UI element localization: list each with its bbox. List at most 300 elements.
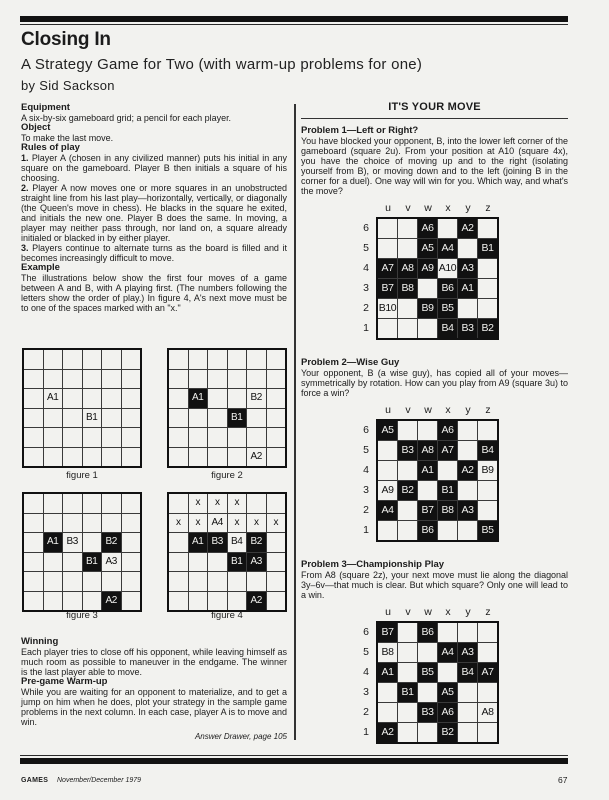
- board-cell: [24, 553, 43, 572]
- board-cell: [378, 239, 397, 258]
- board-cell: [418, 319, 437, 338]
- board-cell-blacked: A3: [458, 501, 477, 520]
- board-cell-blacked: B5: [418, 663, 437, 682]
- board-cell-blacked: B5: [438, 299, 457, 318]
- board-cell: [208, 553, 227, 572]
- board-cell-blacked: B4: [438, 319, 457, 338]
- board-cell: [378, 441, 397, 460]
- board-cell-blacked: A2: [247, 592, 266, 611]
- board-cell: [44, 514, 63, 533]
- board-cell: [267, 533, 286, 552]
- board-cell: [228, 350, 247, 369]
- board-cell: [458, 521, 477, 540]
- row-label: 2: [363, 302, 369, 314]
- board-cell: [83, 514, 102, 533]
- board-cell: [189, 553, 208, 572]
- board-cell: [83, 494, 102, 513]
- board-cell-blacked: B4: [458, 663, 477, 682]
- board-cell: [458, 683, 477, 702]
- problem-3-text: From A8 (square 2z), your next move must lie along the diagonal 3y–6v—that much is clear. But which square? Only one will lead to a win.: [301, 570, 568, 600]
- rule-3: [21, 243, 287, 263]
- problem-2-text-block: [301, 358, 568, 398]
- figure-3-board: [22, 492, 142, 612]
- rule-1: [21, 153, 287, 183]
- board-cell: [267, 592, 286, 611]
- column-label: z: [485, 606, 491, 618]
- board-cell: B10: [378, 299, 397, 318]
- board-cell: [418, 481, 437, 500]
- column-label: x: [445, 606, 451, 618]
- board-cell: [122, 533, 141, 552]
- board-cell: [478, 421, 497, 440]
- board-cell: [44, 350, 63, 369]
- column-label: y: [465, 404, 471, 416]
- board-cell: [247, 572, 266, 591]
- board-cell: [398, 421, 417, 440]
- problem-1-title: Problem 1—Left or Right?: [301, 125, 419, 136]
- board-cell: [247, 494, 266, 513]
- board-cell-blacked: B1: [398, 683, 417, 702]
- row-label: 3: [363, 282, 369, 294]
- board-cell: A9: [378, 481, 397, 500]
- board-cell: A2: [247, 448, 266, 467]
- board-cell: [44, 448, 63, 467]
- board-cell-blacked: B3: [418, 703, 437, 722]
- board-cell: [122, 572, 141, 591]
- board-cell: [398, 521, 417, 540]
- board-cell: [267, 494, 286, 513]
- board-cell: [478, 481, 497, 500]
- board-cell: [102, 494, 121, 513]
- its-your-move-heading: IT'S YOUR MOVE: [301, 100, 568, 119]
- column-label: v: [405, 404, 411, 416]
- equipment-text: A six-by-six gameboard grid; a pencil for each player.: [21, 113, 232, 123]
- board-cell-blacked: A2: [458, 461, 477, 480]
- warmup-text: While you are waiting for an opponent to materialize, and to get a jump on him when he does, plot your strategy in the sample game problems in the next column. In each case, player A is to move and win.: [21, 687, 287, 727]
- example-text: The illustrations below show the first four moves of a game between A and B, with A playing first. (The numbers following the letters show the order of play.) In figure 4, A's next move must be to one of the spaces marked with an "x.": [21, 273, 287, 313]
- board-cell: [44, 572, 63, 591]
- board-cell: [398, 501, 417, 520]
- board-cell-marked: x: [189, 494, 208, 513]
- board-cell-blacked: B7: [418, 501, 437, 520]
- row-label: 3: [363, 484, 369, 496]
- board-cell-marked: x: [169, 514, 188, 533]
- row-label: 6: [363, 626, 369, 638]
- board-cell: [438, 219, 457, 238]
- top-rule-thin: [20, 24, 568, 25]
- board-grid: [376, 419, 499, 542]
- problem-3-board: [356, 605, 506, 750]
- board-cell: [478, 643, 497, 662]
- board-cell: B8: [378, 643, 397, 662]
- board-cell: [378, 521, 397, 540]
- board-cell: [458, 703, 477, 722]
- board-cell: [169, 572, 188, 591]
- board-cell: [102, 409, 121, 428]
- board-cell-blacked: A3: [458, 643, 477, 662]
- board-cell: [478, 259, 497, 278]
- board-cell: [63, 370, 82, 389]
- row-label: 5: [363, 646, 369, 658]
- board-cell-blacked: A1: [189, 533, 208, 552]
- board-cell: [267, 409, 286, 428]
- board-cell: [63, 592, 82, 611]
- board-cell-blacked: A3: [458, 259, 477, 278]
- board-cell: [208, 428, 227, 447]
- board-cell: [24, 592, 43, 611]
- board-cell: [398, 461, 417, 480]
- board-cell: [267, 428, 286, 447]
- board-cell-blacked: B1: [228, 553, 247, 572]
- board-grid: [167, 492, 287, 612]
- board-cell-blacked: A4: [438, 239, 457, 258]
- board-cell: [189, 409, 208, 428]
- board-cell: [267, 370, 286, 389]
- board-cell: [102, 350, 121, 369]
- board-cell: [63, 572, 82, 591]
- board-cell: [228, 370, 247, 389]
- column-label: y: [465, 606, 471, 618]
- board-cell: [122, 494, 141, 513]
- board-cell: [122, 389, 141, 408]
- rule-number: 3.: [21, 243, 29, 253]
- figure-2-label: figure 2: [211, 470, 243, 481]
- board-cell: A10: [438, 259, 457, 278]
- article-title: Closing In: [21, 29, 111, 50]
- footer-magazine-name: GAMES: [21, 777, 49, 784]
- top-rule-thick: [20, 16, 568, 22]
- column-label: v: [405, 606, 411, 618]
- board-cell: [189, 572, 208, 591]
- board-cell-blacked: B2: [478, 319, 497, 338]
- board-cell: [63, 409, 82, 428]
- board-cell: [169, 592, 188, 611]
- board-cell: [228, 428, 247, 447]
- column-label: w: [424, 202, 432, 214]
- board-cell: [169, 428, 188, 447]
- column-label: x: [445, 202, 451, 214]
- board-cell-blacked: B8: [398, 279, 417, 298]
- board-cell: [63, 389, 82, 408]
- board-cell: [169, 494, 188, 513]
- object-text: To make the last move.: [21, 133, 114, 143]
- footer-issue-date: November/December 1979: [57, 777, 142, 784]
- board-cell: [458, 481, 477, 500]
- board-cell-blacked: B2: [438, 723, 457, 742]
- board-cell-blacked: A4: [378, 501, 397, 520]
- column-label: u: [385, 606, 391, 618]
- board-cell: [228, 448, 247, 467]
- board-cell-marked: x: [247, 514, 266, 533]
- board-cell: [63, 494, 82, 513]
- board-grid: [376, 621, 499, 744]
- board-cell: [122, 370, 141, 389]
- board-cell-marked: x: [228, 494, 247, 513]
- board-cell-blacked: A4: [438, 643, 457, 662]
- board-cell: [24, 409, 43, 428]
- row-label: 1: [363, 524, 369, 536]
- board-cell: [83, 572, 102, 591]
- board-cell: [438, 521, 457, 540]
- board-cell: [83, 592, 102, 611]
- board-cell: [24, 370, 43, 389]
- board-cell: [267, 389, 286, 408]
- board-cell: [102, 448, 121, 467]
- board-cell-blacked: B4: [478, 441, 497, 460]
- board-cell: [438, 663, 457, 682]
- board-cell: [438, 623, 457, 642]
- board-cell: [398, 723, 417, 742]
- board-cell: [24, 350, 43, 369]
- rule-text: Player A (chosen in any civilized manner) puts his initial in any square on the gameboard. Player B then initials a square of his choosing.: [21, 153, 288, 183]
- board-cell: [102, 572, 121, 591]
- column-divider: [294, 104, 296, 740]
- board-cell: B3: [63, 533, 82, 552]
- board-cell: [438, 461, 457, 480]
- board-cell: [458, 623, 477, 642]
- board-cell: [418, 723, 437, 742]
- column-labels: [378, 403, 498, 417]
- board-cell: B2: [247, 389, 266, 408]
- byline: by Sid Sackson: [21, 78, 115, 93]
- row-label: 1: [363, 322, 369, 334]
- page-number: 67: [558, 775, 568, 785]
- board-cell: [208, 448, 227, 467]
- board-cell-blacked: B3: [458, 319, 477, 338]
- board-cell: [458, 299, 477, 318]
- board-cell-blacked: A1: [44, 533, 63, 552]
- board-cell-blacked: B1: [478, 239, 497, 258]
- board-cell: [267, 572, 286, 591]
- board-cell: [122, 592, 141, 611]
- board-cell: [478, 683, 497, 702]
- winning-section: [21, 637, 287, 727]
- problem-3-title: Problem 3—Championship Play: [301, 559, 445, 570]
- board-cell: [478, 219, 497, 238]
- board-cell: A3: [102, 553, 121, 572]
- problem-1-text: You have blocked your opponent, B, into the lower left corner of the gameboard (square 2u). From your position at A10 (square 4x), you have the choice of moving up and to the right (isolating yourself from B), or moving down and to the left (joining B in the corner for a duel). One way will win for you. Which way, and what's the move?: [301, 136, 568, 196]
- board-cell: [169, 370, 188, 389]
- board-cell-blacked: B7: [378, 279, 397, 298]
- board-cell: [44, 592, 63, 611]
- board-cell: [398, 703, 417, 722]
- board-cell-blacked: B3: [398, 441, 417, 460]
- rule-number: 1.: [21, 153, 29, 163]
- board-cell-blacked: B7: [378, 623, 397, 642]
- object-heading: Object: [21, 122, 51, 133]
- problem-2-text: Your opponent, B (a wise guy), has copied all of your moves—symmetrically by rotation. How can you play from A9 (square 3u) to force a win?: [301, 368, 568, 398]
- figure-4-board: [167, 492, 287, 612]
- board-cell: [122, 448, 141, 467]
- row-label: 2: [363, 504, 369, 516]
- board-cell: B4: [228, 533, 247, 552]
- column-label: z: [485, 404, 491, 416]
- board-cell: [208, 592, 227, 611]
- winning-heading: Winning: [21, 636, 59, 647]
- board-cell: [247, 428, 266, 447]
- board-cell-blacked: A7: [378, 259, 397, 278]
- board-cell: [378, 703, 397, 722]
- board-cell: [189, 428, 208, 447]
- board-cell-blacked: A1: [418, 461, 437, 480]
- board-cell: [122, 409, 141, 428]
- board-cell-blacked: A8: [398, 259, 417, 278]
- problem-1-text-block: [301, 126, 568, 196]
- board-cell-blacked: A5: [418, 239, 437, 258]
- problem-3-text-block: [301, 560, 568, 600]
- board-cell: [398, 663, 417, 682]
- board-cell-blacked: B2: [247, 533, 266, 552]
- problem-2-board: [356, 403, 506, 548]
- board-cell-blacked: A5: [438, 683, 457, 702]
- board-cell-blacked: A7: [438, 441, 457, 460]
- figure-1-board: [22, 348, 142, 468]
- board-cell-blacked: A2: [102, 592, 121, 611]
- board-cell: [267, 448, 286, 467]
- board-cell: [478, 299, 497, 318]
- board-cell-blacked: B5: [478, 521, 497, 540]
- board-cell: [378, 319, 397, 338]
- board-cell-marked: x: [189, 514, 208, 533]
- row-label: 2: [363, 706, 369, 718]
- board-cell: [122, 428, 141, 447]
- board-cell: [398, 299, 417, 318]
- rule-text: Players continue to alternate turns as the board is filled and it becomes increasingly difficult to move.: [21, 243, 287, 263]
- figure-2-board: [167, 348, 287, 468]
- figure-3-label: figure 3: [66, 610, 98, 621]
- board-cell: [189, 370, 208, 389]
- board-cell: [83, 350, 102, 369]
- board-grid: [376, 217, 499, 340]
- answer-reference: Answer Drawer, page 105: [194, 732, 287, 741]
- column-label: z: [485, 202, 491, 214]
- rule-2: [21, 183, 287, 243]
- board-cell: [44, 428, 63, 447]
- board-cell: [267, 553, 286, 572]
- board-cell: [24, 389, 43, 408]
- board-cell-blacked: A6: [418, 219, 437, 238]
- row-label: 4: [363, 666, 369, 678]
- figure-4-label: figure 4: [211, 610, 243, 621]
- equipment-heading: Equipment: [21, 102, 70, 113]
- board-cell: [418, 279, 437, 298]
- board-cell: [169, 409, 188, 428]
- board-cell-blacked: B1: [228, 409, 247, 428]
- board-cell: [189, 448, 208, 467]
- column-label: x: [445, 404, 451, 416]
- board-cell: [63, 553, 82, 572]
- board-cell: [208, 370, 227, 389]
- board-cell: [458, 441, 477, 460]
- board-cell-blacked: A6: [438, 703, 457, 722]
- board-cell: [478, 623, 497, 642]
- board-cell-blacked: A3: [247, 553, 266, 572]
- board-cell-blacked: B6: [438, 279, 457, 298]
- rule-text: Player A now moves one or more squares in an unobstructed straight line from his last play—horizontally, vertically, or diagonally (the Queen's move in chess). He blacks in the square he exited, and initials the new one. Player B does the same. In moving, a player may neither pass through, nor land on, a square already initialed or blacked in by either player.: [21, 183, 288, 243]
- board-cell-blacked: B6: [418, 623, 437, 642]
- board-cell: [378, 461, 397, 480]
- board-cell: [208, 389, 227, 408]
- row-label: 6: [363, 424, 369, 436]
- board-cell: [247, 370, 266, 389]
- board-cell: [189, 592, 208, 611]
- column-label: u: [385, 404, 391, 416]
- board-cell: [398, 239, 417, 258]
- board-cell: [83, 533, 102, 552]
- board-cell: [458, 239, 477, 258]
- board-cell: [378, 219, 397, 238]
- row-label: 4: [363, 464, 369, 476]
- board-cell-marked: x: [228, 514, 247, 533]
- board-cell: [83, 389, 102, 408]
- board-cell: [169, 389, 188, 408]
- board-cell: [398, 623, 417, 642]
- board-cell: [208, 350, 227, 369]
- board-cell: B9: [478, 461, 497, 480]
- board-cell: [267, 350, 286, 369]
- board-cell: [247, 409, 266, 428]
- board-cell: [478, 279, 497, 298]
- article-subtitle: A Strategy Game for Two (with warm-up problems for one): [21, 56, 423, 73]
- board-cell: [228, 572, 247, 591]
- board-cell-blacked: B6: [418, 521, 437, 540]
- board-cell: [418, 643, 437, 662]
- board-cell: [102, 370, 121, 389]
- board-cell: [208, 572, 227, 591]
- board-cell: [189, 350, 208, 369]
- board-cell: [398, 643, 417, 662]
- board-cell: [418, 421, 437, 440]
- column-label: v: [405, 202, 411, 214]
- board-cell-blacked: A6: [438, 421, 457, 440]
- board-cell: [458, 421, 477, 440]
- board-cell: [63, 350, 82, 369]
- problem-2-title: Problem 2—Wise Guy: [301, 357, 400, 368]
- board-cell-blacked: B2: [102, 533, 121, 552]
- column-label: y: [465, 202, 471, 214]
- row-label: 5: [363, 444, 369, 456]
- board-cell: [102, 389, 121, 408]
- board-cell: [228, 592, 247, 611]
- bottom-rule-thick: [20, 758, 568, 764]
- board-cell: B1: [83, 409, 102, 428]
- board-cell: [458, 723, 477, 742]
- board-cell: [63, 448, 82, 467]
- row-label: 6: [363, 222, 369, 234]
- board-cell-blacked: B1: [438, 481, 457, 500]
- board-cell-blacked: B1: [83, 553, 102, 572]
- board-cell: [169, 350, 188, 369]
- board-cell: [378, 683, 397, 702]
- board-cell: [24, 448, 43, 467]
- figure-1-label: figure 1: [66, 470, 98, 481]
- board-cell-blacked: A9: [418, 259, 437, 278]
- board-grid: [22, 348, 142, 468]
- board-cell-blacked: B8: [438, 501, 457, 520]
- board-cell: A1: [44, 389, 63, 408]
- board-cell: A4: [208, 514, 227, 533]
- board-cell-blacked: A1: [189, 389, 208, 408]
- board-cell: [83, 370, 102, 389]
- winning-text: Each player tries to close off his opponent, while leaving himself as much room as possible to maneuver in the endgame. The winner is the last player able to move.: [21, 647, 287, 677]
- board-grid: [167, 348, 287, 468]
- board-cell: [24, 572, 43, 591]
- rule-number: 2.: [21, 183, 29, 193]
- board-cell-marked: x: [208, 494, 227, 513]
- board-cell-blacked: A1: [378, 663, 397, 682]
- board-cell: [83, 448, 102, 467]
- rules-section: [21, 103, 287, 313]
